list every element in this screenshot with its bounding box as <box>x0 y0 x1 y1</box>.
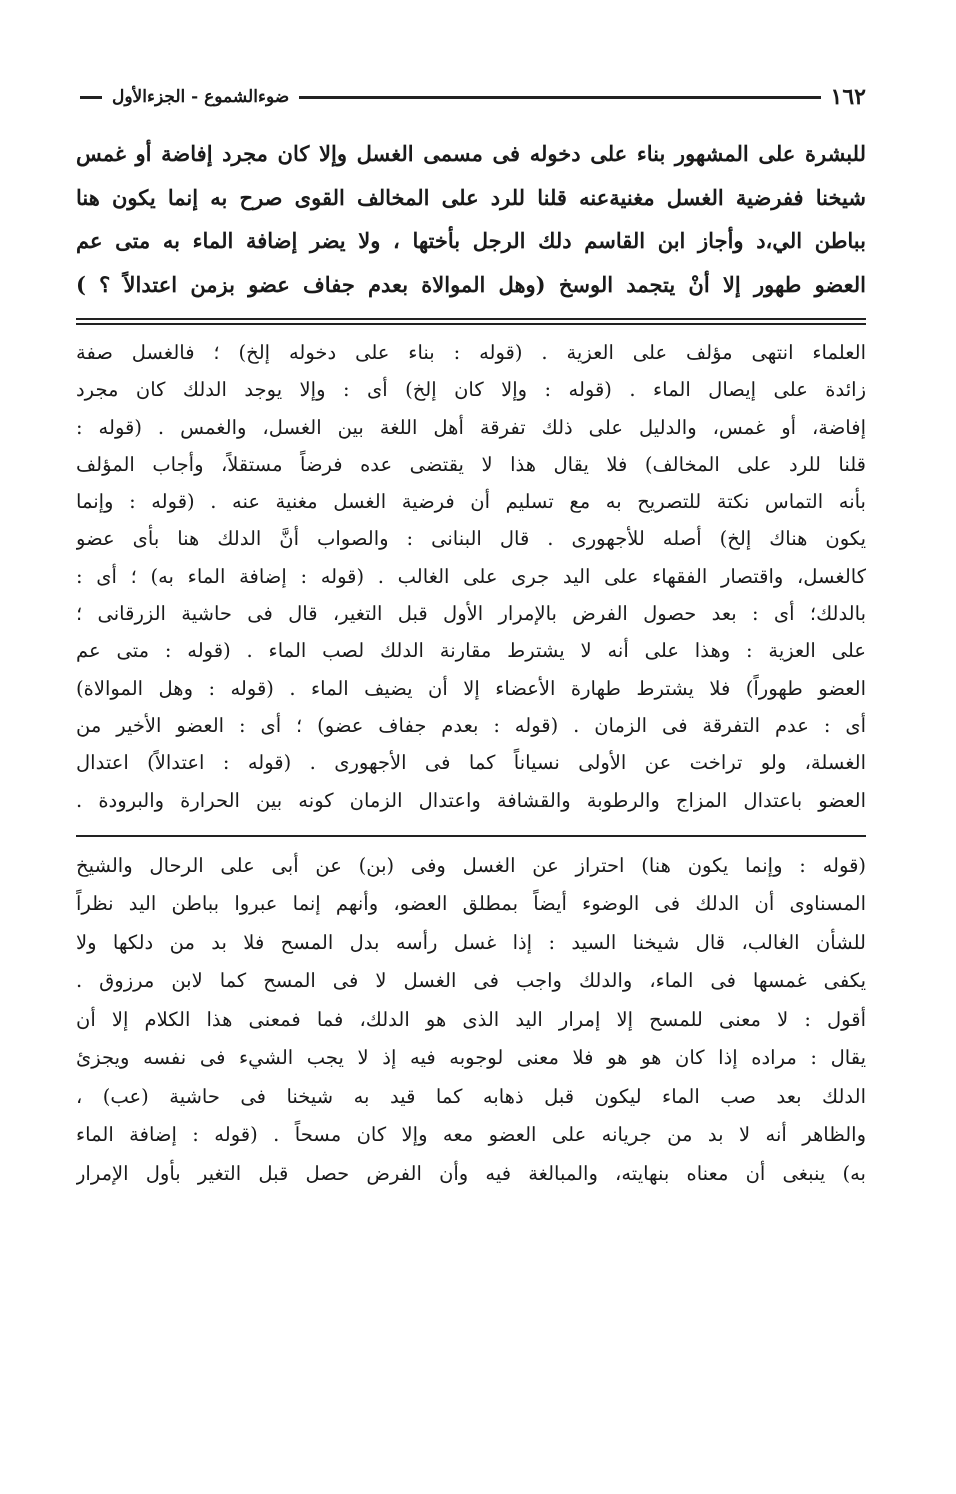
gloss-line: والظاهر أنه لا بد من جريانه على العضو معه وإلا كان مسحاً . (قوله : إضافة الماء <box>76 1123 866 1147</box>
divider <box>76 835 866 837</box>
gloss-line: الدلك بعد صب الماء ليكون قبل ذهابه كما قيد به شيخنا فى حاشية (عب) ، <box>76 1084 866 1108</box>
header-rule <box>299 96 820 99</box>
page-header <box>76 82 866 112</box>
commentary-line: كالغسل، واقتصار الفقهاء على اليد جرى على الغالب . (قوله : إضافة الماء به) ؛ أى : <box>76 564 866 588</box>
commentary-line: الغسلة، ولو تراخت عن الأولى نسياناً كما فى الأجهورى . (قوله : اعتدالاً) اعتدال <box>76 751 866 775</box>
running-title: ضوءالشموع - الجزءالأول <box>112 87 290 107</box>
gloss <box>76 847 866 1194</box>
gloss-line: المسناوى أن الدلك فى الوضوء أيضاً بمطلق العضو، وأنهم إنما عبروا بباطن اليد نظراً <box>76 892 866 916</box>
gloss-line: (قوله : وإنما يكون هنا) احتراز عن الغسل وفى (بن) عن أبى على الرحال والشيخ <box>76 853 866 877</box>
book-page <box>76 82 866 1422</box>
header-rule-end <box>80 96 102 99</box>
main-text-line: شيخنا ففرضية الغسل مغنيةعنه قلنا للرد على المخالف القوى صرح به إنما يكون هنا <box>76 184 866 210</box>
gloss-line: للشأن الغالب، قال شيخنا السيد : إذا غسل رأسه بدل المسح فلا بد من دلكها ولا <box>76 930 866 954</box>
commentary-line: إفاضة، أو غمس، والدليل على ذلك تفرقة أهل اللغة بين الغسل، والغمس . (قوله : <box>76 415 866 439</box>
gloss-line: أقول : لا معنى للمسح إلا إمرار اليد الذى هو الدلك، فما فمعنى هذا الكلام إلا أن <box>76 1007 866 1031</box>
main-text <box>76 132 866 306</box>
commentary-line: يكون هناك إلخ) أصله للأجهورى . قال البنانى : والصواب أنَّ الدلك هنا بأى عضو <box>76 527 866 551</box>
main-text-line: للبشرة على المشهور بناء على دخوله فى مسمى الغسل وإلا كان مجرد إفاضة أو غمس <box>76 141 866 166</box>
page-number: ١٦٢ <box>830 84 866 110</box>
gloss-line: يكفى غمسها فى الماء، والدلك واجب فى الغسل لا فى المسح كما لابن مرزوق . <box>76 969 866 993</box>
commentary-line: العضو طهوراً) فلا يشترط طهارة الأعضاء إلا أن يضيف الماء . (قوله : وهل الموالاة) <box>76 676 866 700</box>
commentary-line: أى : عدم التفرقة فى الزمان . (قوله : بعدم جفاف عضو) ؛ أى : العضو الأخير من <box>76 713 866 737</box>
commentary-line: بأنه التماس نكتة للتصريح به مع تسليم أن فرضية الغسل مغنية عنه . (قوله : وإنما <box>76 490 866 514</box>
commentary-line: العلماء انتهى مؤلف على العزية . (قوله : بناء على دخوله إلخ) ؛ فالغسل صفة <box>76 341 866 364</box>
commentary-line: بالدلك؛ أى : بعد حصول الفرض بالإمرار الأول قبل التغير، قال فى حاشية الزرقانى ؛ <box>76 602 866 626</box>
commentary-line: على العزية : وهذا على أنه لا يشترط مقارنة الدلك لصب الماء . (قوله : متى عم <box>76 639 866 663</box>
gloss-line: يقال : مراده إذا كان هو هو فلا معنى لوجوبه فيه إذ لا يجب الشيء فى نفسه ويجزئ <box>76 1046 866 1070</box>
gloss-line: به) ينبغى أن معناه بنهايته، والمبالغة فيه وأن الفرض حصل قبل التغير بأول الإمرار <box>76 1161 866 1185</box>
double-divider <box>76 318 866 320</box>
main-text-line: العضو طهور إلا أنْ يتجمد الوسخ (وهل الموالاة بعدم جفاف عضو بزمن اعتدالاً ؟ ) <box>76 271 866 297</box>
main-text-line: بباطن الي،د وأجاز ابن القاسم دلك الرجل بأختها ، ولا يضر إضافة الماء به متى عم <box>76 228 866 253</box>
commentary-line: العضو باعتدال المزاج والرطوبة والقشافة واعتدال الزمان كونه بين الحرارة والبرودة . <box>76 788 866 812</box>
commentary-line: زائدة على إيصال الماء . (قوله : وإلا كان إلخ) أى : وإلا يوجد الدلك كان مجرد <box>76 378 866 402</box>
commentary <box>76 334 866 819</box>
commentary-line: قلنا للرد على المخالف) فلا يقال هذا لا يقتضى عده فرضاً مستقلاً، وأجاب المؤلف <box>76 452 866 476</box>
